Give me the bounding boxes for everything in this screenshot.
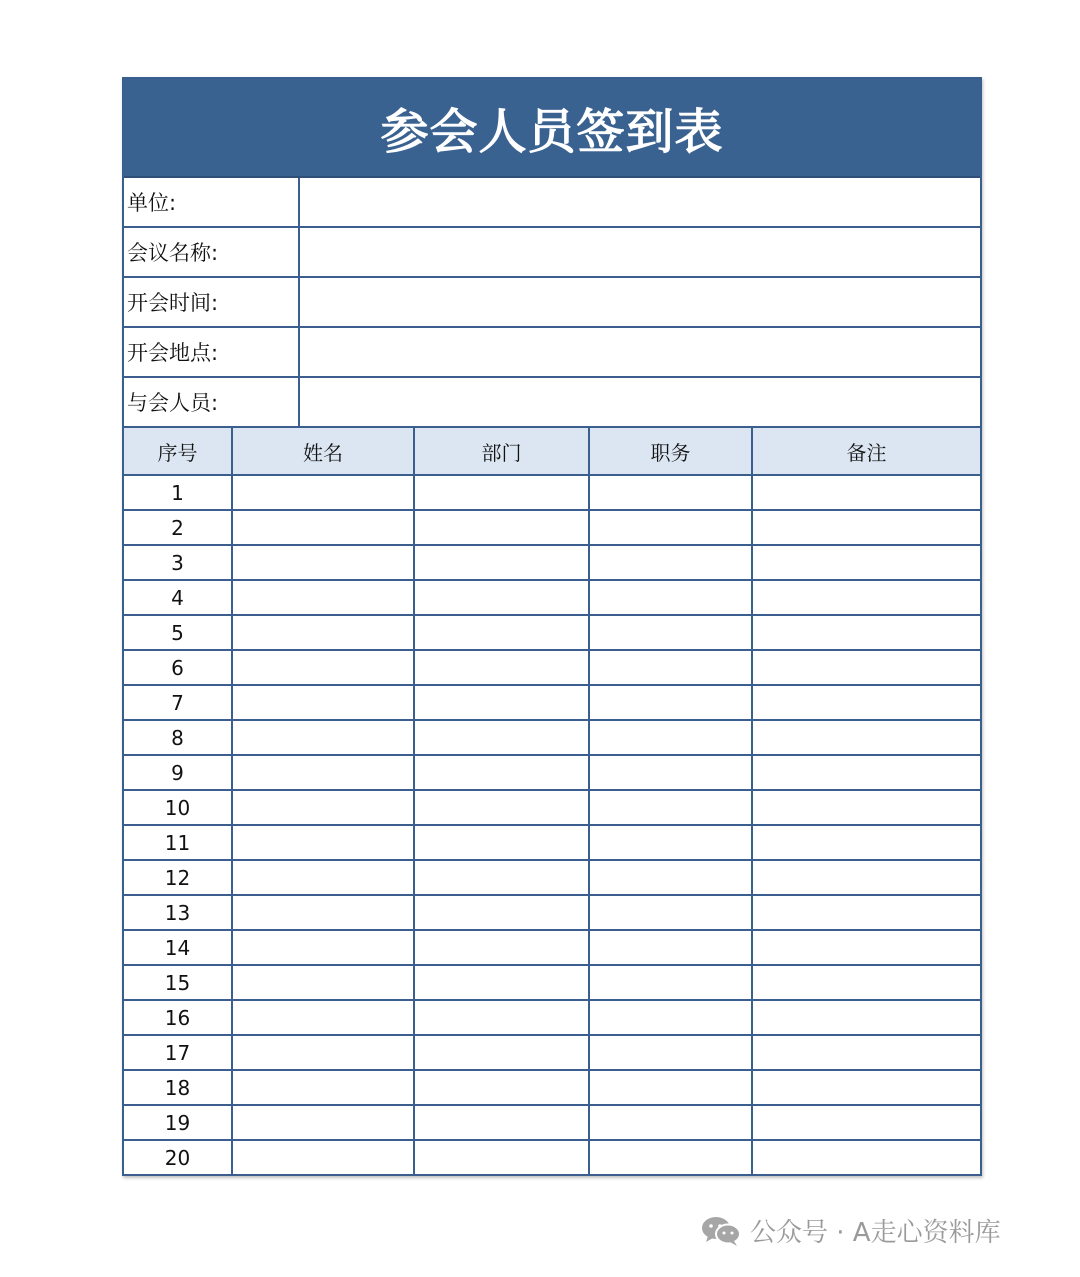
name-cell[interactable] <box>232 475 414 510</box>
table-row <box>124 860 980 895</box>
row-number: 20 <box>124 1140 232 1174</box>
table-row <box>124 615 980 650</box>
unit-field[interactable] <box>300 178 980 226</box>
info-row-meeting-time <box>124 278 980 328</box>
name-cell[interactable] <box>232 790 414 825</box>
row-number: 18 <box>124 1070 232 1105</box>
row-number: 9 <box>124 755 232 790</box>
name-cell[interactable] <box>232 825 414 860</box>
table-row <box>124 475 980 510</box>
row-number: 1 <box>124 475 232 510</box>
name-cell[interactable] <box>232 510 414 545</box>
sign-in-sheet <box>122 77 982 1176</box>
info-row-meeting-name <box>124 228 980 278</box>
dept-cell[interactable] <box>414 930 589 965</box>
position-cell[interactable] <box>589 755 752 790</box>
remark-cell[interactable] <box>752 545 980 580</box>
dept-cell[interactable] <box>414 1000 589 1035</box>
position-cell[interactable] <box>589 1070 752 1105</box>
table-row <box>124 545 980 580</box>
name-cell[interactable] <box>232 1140 414 1174</box>
column-header-position: 职务 <box>589 428 752 475</box>
position-cell[interactable] <box>589 650 752 685</box>
name-cell[interactable] <box>232 860 414 895</box>
remark-cell[interactable] <box>752 510 980 545</box>
position-cell[interactable] <box>589 685 752 720</box>
name-cell[interactable] <box>232 895 414 930</box>
table-row <box>124 1105 980 1140</box>
name-cell[interactable] <box>232 1105 414 1140</box>
remark-cell[interactable] <box>752 790 980 825</box>
table-row <box>124 930 980 965</box>
info-label: 与会人员: <box>124 378 300 426</box>
row-number: 8 <box>124 720 232 755</box>
name-cell[interactable] <box>232 755 414 790</box>
info-label: 开会时间: <box>124 278 300 326</box>
position-cell[interactable] <box>589 860 752 895</box>
dept-cell[interactable] <box>414 860 589 895</box>
remark-cell[interactable] <box>752 1000 980 1035</box>
row-number: 16 <box>124 1000 232 1035</box>
row-number: 6 <box>124 650 232 685</box>
column-header-no: 序号 <box>124 428 232 475</box>
table-row <box>124 1140 980 1174</box>
remark-cell[interactable] <box>752 685 980 720</box>
position-cell[interactable] <box>589 1105 752 1140</box>
name-cell[interactable] <box>232 965 414 1000</box>
position-cell[interactable] <box>589 615 752 650</box>
info-label: 单位: <box>124 178 300 226</box>
dept-cell[interactable] <box>414 510 589 545</box>
remark-cell[interactable] <box>752 1105 980 1140</box>
table-row <box>124 1000 980 1035</box>
name-cell[interactable] <box>232 615 414 650</box>
row-number: 19 <box>124 1105 232 1140</box>
meeting-name-field[interactable] <box>300 228 980 276</box>
meeting-location-field[interactable] <box>300 328 980 376</box>
row-number: 12 <box>124 860 232 895</box>
dept-cell[interactable] <box>414 475 589 510</box>
table-row <box>124 510 980 545</box>
dept-cell[interactable] <box>414 1140 589 1174</box>
remark-cell[interactable] <box>752 1035 980 1070</box>
info-row-unit <box>124 178 980 228</box>
row-number: 2 <box>124 510 232 545</box>
position-cell[interactable] <box>589 790 752 825</box>
name-cell[interactable] <box>232 1035 414 1070</box>
row-number: 14 <box>124 930 232 965</box>
info-label: 会议名称: <box>124 228 300 276</box>
dept-cell[interactable] <box>414 545 589 580</box>
column-header-name: 姓名 <box>232 428 414 475</box>
position-cell[interactable] <box>589 580 752 615</box>
name-cell[interactable] <box>232 720 414 755</box>
info-row-attendees <box>124 378 980 428</box>
dept-cell[interactable] <box>414 965 589 1000</box>
table-row <box>124 720 980 755</box>
table-header-row <box>124 428 980 475</box>
row-number: 4 <box>124 580 232 615</box>
wechat-icon <box>700 1215 742 1247</box>
table-row <box>124 895 980 930</box>
dept-cell[interactable] <box>414 615 589 650</box>
remark-cell[interactable] <box>752 1070 980 1105</box>
table-row <box>124 825 980 860</box>
watermark <box>700 1212 1001 1249</box>
attendees-field[interactable] <box>300 378 980 426</box>
dept-cell[interactable] <box>414 1105 589 1140</box>
remark-cell[interactable] <box>752 930 980 965</box>
dept-cell[interactable] <box>414 650 589 685</box>
name-cell[interactable] <box>232 545 414 580</box>
dept-cell[interactable] <box>414 1070 589 1105</box>
position-cell[interactable] <box>589 895 752 930</box>
table-row <box>124 650 980 685</box>
remark-cell[interactable] <box>752 720 980 755</box>
column-header-dept: 部门 <box>414 428 589 475</box>
name-cell[interactable] <box>232 1000 414 1035</box>
remark-cell[interactable] <box>752 475 980 510</box>
position-cell[interactable] <box>589 475 752 510</box>
table-row <box>124 685 980 720</box>
column-header-remark: 备注 <box>752 428 980 475</box>
dept-cell[interactable] <box>414 1035 589 1070</box>
table-row <box>124 580 980 615</box>
remark-cell[interactable] <box>752 825 980 860</box>
table-row <box>124 1035 980 1070</box>
remark-cell[interactable] <box>752 965 980 1000</box>
position-cell[interactable] <box>589 720 752 755</box>
meeting-time-field[interactable] <box>300 278 980 326</box>
row-number: 11 <box>124 825 232 860</box>
name-cell[interactable] <box>232 1070 414 1105</box>
remark-cell[interactable] <box>752 615 980 650</box>
dept-cell[interactable] <box>414 685 589 720</box>
position-cell[interactable] <box>589 1035 752 1070</box>
dept-cell[interactable] <box>414 580 589 615</box>
position-cell[interactable] <box>589 545 752 580</box>
row-number: 7 <box>124 685 232 720</box>
remark-cell[interactable] <box>752 860 980 895</box>
dept-cell[interactable] <box>414 755 589 790</box>
table-row <box>124 965 980 1000</box>
row-number: 5 <box>124 615 232 650</box>
dept-cell[interactable] <box>414 825 589 860</box>
name-cell[interactable] <box>232 650 414 685</box>
position-cell[interactable] <box>589 930 752 965</box>
sheet-title: 参会人员签到表 <box>380 104 724 160</box>
position-cell[interactable] <box>589 825 752 860</box>
position-cell[interactable] <box>589 965 752 1000</box>
row-number: 3 <box>124 545 232 580</box>
info-label: 开会地点: <box>124 328 300 376</box>
position-cell[interactable] <box>589 1000 752 1035</box>
remark-cell[interactable] <box>752 580 980 615</box>
dept-cell[interactable] <box>414 790 589 825</box>
table-row <box>124 755 980 790</box>
position-cell[interactable] <box>589 510 752 545</box>
attendance-table <box>124 428 980 1174</box>
name-cell[interactable] <box>232 580 414 615</box>
dept-cell[interactable] <box>414 720 589 755</box>
row-number: 13 <box>124 895 232 930</box>
watermark-text: 公众号 · A走心资料库 <box>750 1218 1001 1248</box>
info-row-meeting-location <box>124 328 980 378</box>
remark-cell[interactable] <box>752 755 980 790</box>
remark-cell[interactable] <box>752 895 980 930</box>
row-number: 10 <box>124 790 232 825</box>
table-body <box>124 475 980 1174</box>
title-bar <box>124 79 980 178</box>
table-row <box>124 1070 980 1105</box>
position-cell[interactable] <box>589 1140 752 1174</box>
remark-cell[interactable] <box>752 650 980 685</box>
table-row <box>124 790 980 825</box>
row-number: 17 <box>124 1035 232 1070</box>
name-cell[interactable] <box>232 930 414 965</box>
dept-cell[interactable] <box>414 895 589 930</box>
row-number: 15 <box>124 965 232 1000</box>
name-cell[interactable] <box>232 685 414 720</box>
remark-cell[interactable] <box>752 1140 980 1174</box>
